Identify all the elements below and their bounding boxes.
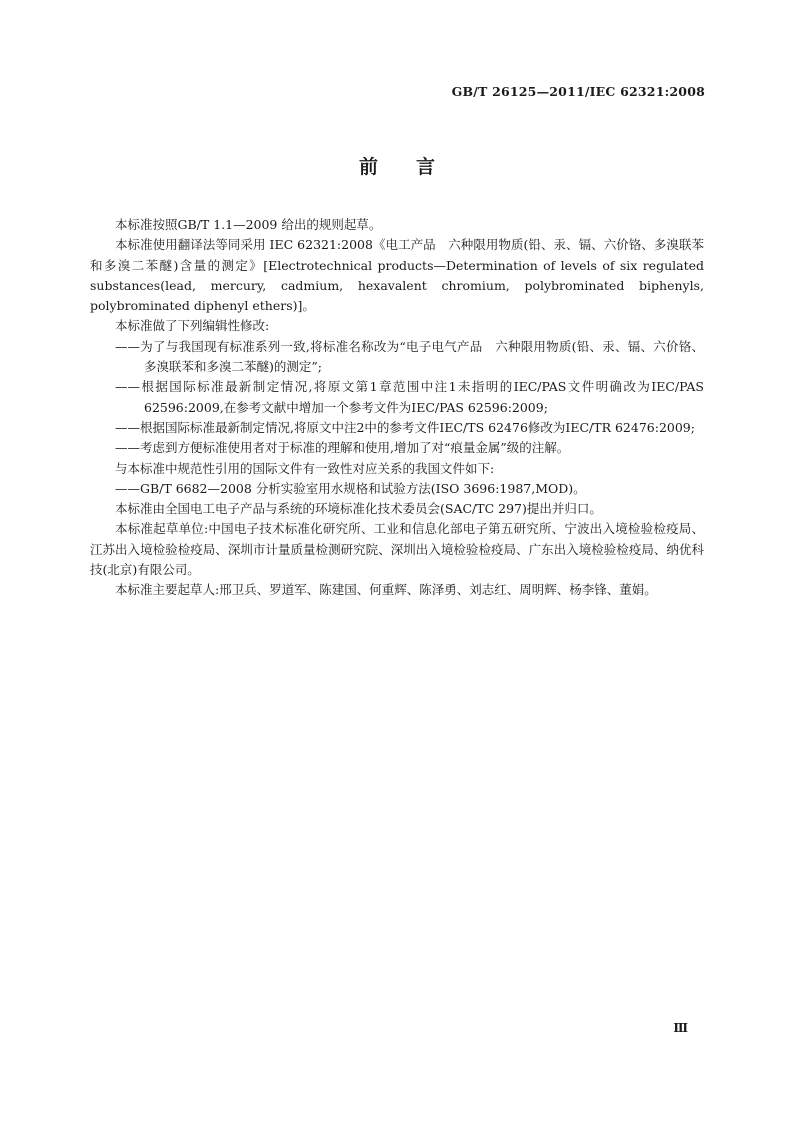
paragraph-proposer: 本标准由全国电工电子产品与系统的环境标准化技术委员会(SAC/TC 297)提出并归口。 <box>115 501 602 517</box>
paragraph-drafters: 本标准主要起草人:邢卫兵、罗道军、陈建国、何重辉、陈泽勇、刘志红、周明辉、杨李锋、董娟。 <box>115 582 657 598</box>
page-title: 前言 <box>358 156 473 178</box>
edit-item-1: ——为了与我国现有标准系列一致,将标准名称改为“电子电气产品 六种限用物质(铅、汞、镉、六价铬、多溴联苯和多溴二苯醚)的测定”; <box>115 338 704 375</box>
paragraph-drafting-rule: 本标准按照GB/T 1.1—2009 给出的规则起草。 <box>115 217 382 232</box>
edit-item-2: ——根据国际标准最新制定情况,将原文第1章范围中注1未指明的IEC/PAS文件明确改为IEC/PAS 62596:2009,在参考文献中增加一个参考文件为IEC/PAS 62596:2009; <box>115 379 704 415</box>
page-number: Ⅲ <box>673 1021 688 1035</box>
standard-code: GB/T 26125—2011/IEC 62321:2008 <box>451 84 705 99</box>
paragraph-drafting-units: 本标准起草单位:中国电子技术标准化研究所、工业和信息化部电子第五研究所、宁波出入境检验检疫局、江苏出入境检验检疫局、深圳市计量质量检测研究院、深圳出入境检验检疫局、广东出入境检验检疫局、纳优科技(北京)有限公司。 <box>90 521 704 578</box>
edit-item-4: ——考虑到方便标准使用者对于标准的理解和使用,增加了对“痕量金属”级的注解。 <box>115 440 570 456</box>
foreword-body <box>90 215 704 601</box>
paragraph-translation: 本标准使用翻译法等同采用 IEC 62321:2008《电工产品 六种限用物质(铅、汞、镉、六价铬、多溴联苯和多溴二苯醚)含量的测定》[Electrotechnical products—Determination of levels of six regulated substances(lead, mercury, cadmium, hexavalent chromium, polybrominated biphenyls, polybrominated diphenyl ethers)]。 <box>90 237 704 314</box>
consistency-item-1: ——GB/T 6682—2008 分析实验室用水规格和试验方法(ISO 3696:1987,MOD)。 <box>115 480 586 496</box>
edit-item-3: ——根据国际标准最新制定情况,将原文中注2中的参考文件IEC/TS 62476修改为IEC/TR 62476:2009; <box>115 419 695 435</box>
paragraph-consistency-intro: 与本标准中规范性引用的国际文件有一致性对应关系的我国文件如下: <box>115 460 495 476</box>
paragraph-edits-intro: 本标准做了下列编辑性修改: <box>115 318 270 334</box>
